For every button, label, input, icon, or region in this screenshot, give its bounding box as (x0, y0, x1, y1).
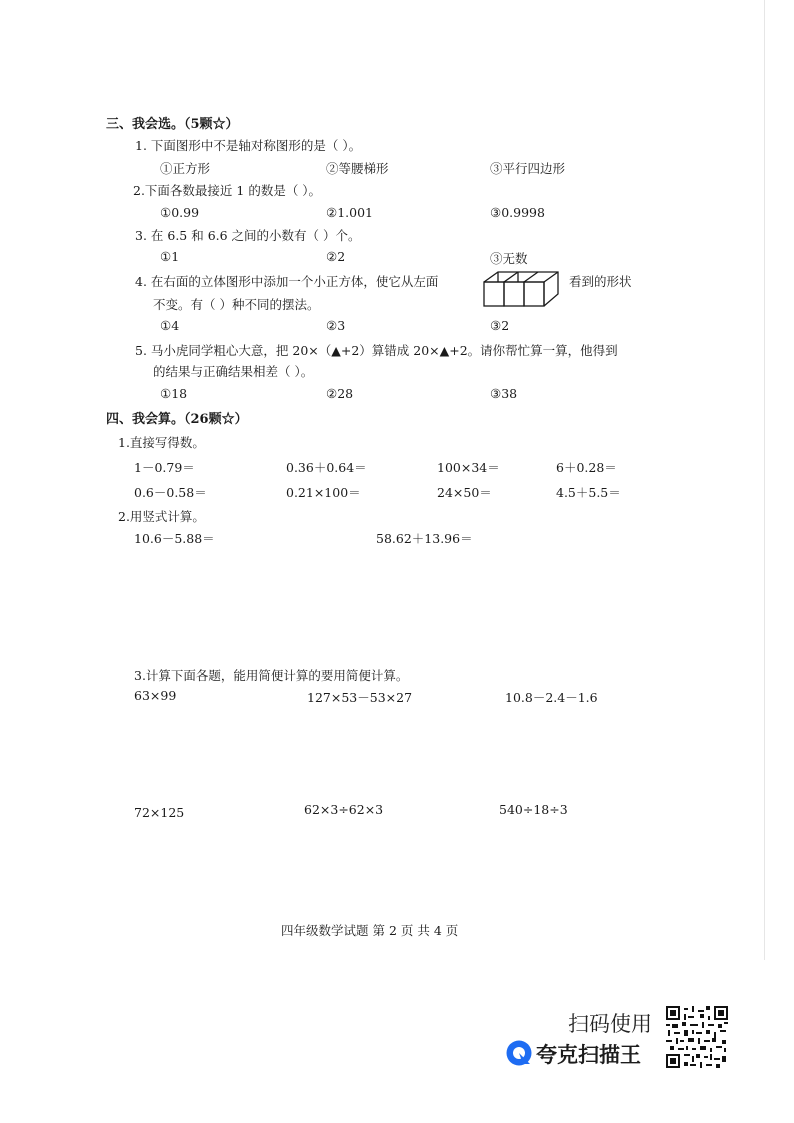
brand-logo-icon (506, 1040, 532, 1066)
calc-2-2: 0.21×100＝ (286, 485, 361, 500)
calc-1-4: 6＋0.28＝ (556, 460, 617, 475)
calc-2-4: 4.5＋5.5＝ (556, 485, 621, 500)
scan-edge-line (764, 0, 765, 960)
q4-option-b: ②3 (326, 318, 346, 333)
qr-code-icon (666, 1006, 728, 1068)
q3-option-a: ①1 (160, 249, 180, 264)
q5-option-c: ③38 (490, 386, 518, 401)
simplify-1-3: 10.8－2.4－1.6 (505, 690, 598, 705)
q3-option-b: ②2 (326, 249, 346, 264)
simplify-2-1: 72×125 (134, 805, 185, 820)
calc-1-1: 1－0.79＝ (134, 460, 195, 475)
page-footer: 四年级数学试题 第 2 页 共 4 页 (281, 923, 459, 938)
q4-stem-right: 看到的形状 (569, 274, 632, 289)
q4-option-a: ①4 (160, 318, 180, 333)
vertical-calc-1: 10.6－5.88＝ (134, 531, 215, 546)
part2-title: 2.用竖式计算。 (118, 509, 205, 524)
q2-option-b: ②1.001 (326, 205, 373, 220)
simplify-1-1: 63×99 (134, 688, 177, 703)
calc-2-1: 0.6－0.58＝ (134, 485, 207, 500)
brand-name: 夸克扫描王 (536, 1043, 641, 1067)
q5-stem-line2: 的结果与正确结果相差（ ）。 (153, 364, 314, 379)
part3-title: 3.计算下面各题，能用简便计算的要用简便计算。 (134, 668, 409, 683)
section3-title: 三、我会选。（5颗☆） (106, 117, 239, 132)
simplify-1-2: 127×53－53×27 (307, 690, 413, 705)
q4-option-c: ③2 (490, 318, 510, 333)
q3-stem: 3. 在 6.5 和 6.6 之间的小数有（ ）个。 (135, 228, 361, 243)
part1-title: 1.直接写得数。 (118, 435, 205, 450)
cube-figure-icon (480, 268, 560, 310)
q5-option-a: ①18 (160, 386, 188, 401)
q4-stem-line1: 4. 在右面的立体图形中添加一个小正方体，使它从左面 (135, 274, 439, 289)
q2-stem: 2.下面各数最接近 1 的数是（ ）。 (133, 183, 322, 198)
calc-2-3: 24×50＝ (437, 485, 492, 500)
section4-title: 四、我会算。（26颗☆） (106, 412, 248, 427)
calc-1-3: 100×34＝ (437, 460, 500, 475)
q2-option-a: ①0.99 (160, 205, 200, 220)
q5-stem-line1: 5. 马小虎同学粗心大意，把 20×（▲+2）算错成 20×▲+2。请你帮忙算一算，他得到 (135, 343, 618, 358)
calc-1-2: 0.36＋0.64＝ (286, 460, 367, 475)
q5-option-b: ②28 (326, 386, 354, 401)
q2-option-c: ③0.9998 (490, 205, 545, 220)
q3-option-c: ③无数 (490, 251, 528, 266)
simplify-2-3: 540÷18÷3 (499, 802, 568, 817)
q4-stem-line2: 不变。有（ ）种不同的摆法。 (153, 297, 320, 312)
q1-option-a: ①正方形 (160, 161, 211, 176)
vertical-calc-2: 58.62＋13.96＝ (376, 531, 473, 546)
simplify-2-2: 62×3÷62×3 (304, 802, 384, 817)
q1-option-c: ③平行四边形 (490, 161, 566, 176)
scan-to-use-label: 扫码使用 (568, 1012, 652, 1036)
q1-stem: 1. 下面图形中不是轴对称图形的是（ ）。 (135, 138, 362, 153)
q1-option-b: ②等腰梯形 (326, 161, 389, 176)
